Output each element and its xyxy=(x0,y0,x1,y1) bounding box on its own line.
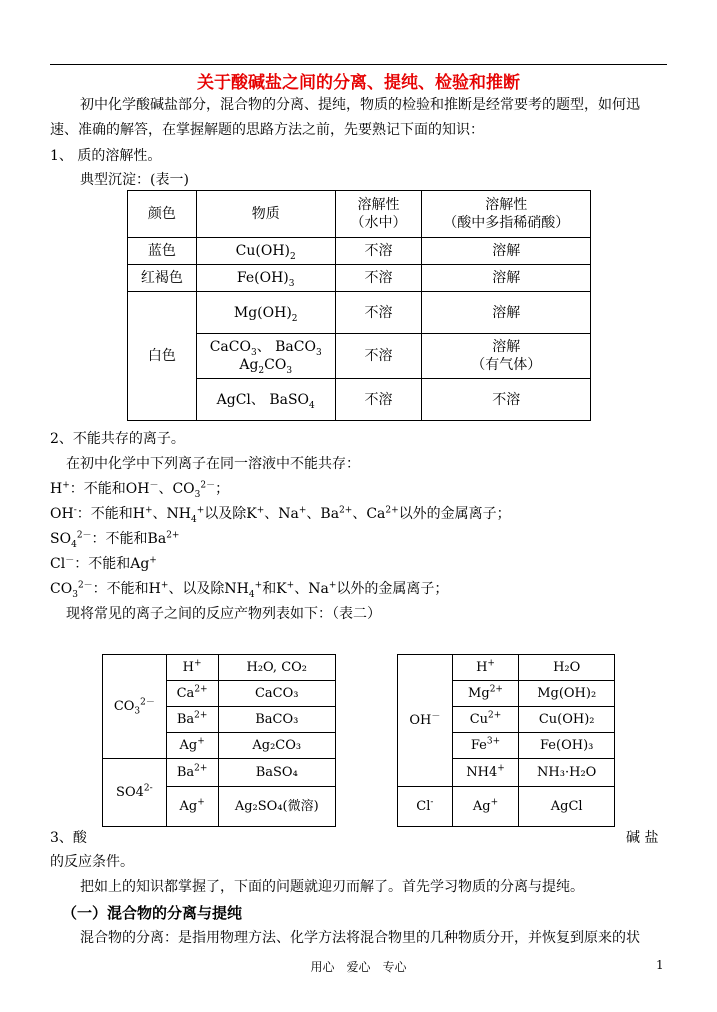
ion-cell: $Ca^{2+}$ xyxy=(166,681,218,707)
cell-water: 不溶 xyxy=(335,334,422,379)
ion-cell: Ag+ xyxy=(166,787,218,827)
last-line: 混合物的分离：是指用物理方法、化学方法将混合物里的几种物质分开，并恢复到原来的状 xyxy=(80,930,640,946)
cell-acid: 溶解 xyxy=(422,292,591,334)
ion-cell: $Ba^{2+}$ xyxy=(166,759,218,787)
product-cell: BaSO₄ xyxy=(218,759,336,787)
product-cell: CaCO₃ xyxy=(218,681,336,707)
section-3-right: 碱 盐 xyxy=(626,830,659,846)
reaction-table-left xyxy=(102,654,336,827)
cell-acid: 不溶 xyxy=(422,379,591,421)
ion-cell: Ag+ xyxy=(166,733,218,759)
section-1-heading: 1、 质的溶解性。 xyxy=(50,148,162,164)
section-heading-mixture: （一）混合物的分离与提纯 xyxy=(62,904,243,922)
product-cell: Ag₂SO₄(微溶) xyxy=(218,787,336,827)
header-color: 颜色 xyxy=(128,191,197,238)
ion-cell: $Ba^{2+}$ xyxy=(166,707,218,733)
group-oh: OH－ xyxy=(398,655,453,787)
intro-line-1: 初中化学酸碱盐部分，混合物的分离、提纯，物质的检验和推断是经常要考的题型，如何迅 xyxy=(80,97,640,113)
intro-line-2: 速、准确的解答，在掌握解题的思路方法之前，先要熟记下面的知识： xyxy=(50,122,484,138)
cell-water: 不溶 xyxy=(335,292,422,334)
cell-water: 不溶 xyxy=(335,265,422,292)
ion-cell: Ag+ xyxy=(452,787,519,827)
table2-caption: 现将常见的离子之间的反应产物列表如下：（表二） xyxy=(66,606,381,622)
section-2-sub: 在初中化学中下列离子在同一溶液中不能共存： xyxy=(66,456,360,472)
section-3-heading: 3、酸 xyxy=(50,830,87,846)
table1-caption: 典型沉淀：(表一) xyxy=(80,172,189,188)
cell-acid: 溶解 xyxy=(422,238,591,265)
header-water: 溶解性 （水中） xyxy=(335,191,422,238)
cell-color: 红褐色 xyxy=(128,265,197,292)
ion-cell: $Cu^{2+}$ xyxy=(452,707,519,733)
cell-color: 白色 xyxy=(128,292,197,421)
page-title: 关于酸碱盐之间的分离、提纯、检验和推断 xyxy=(197,73,520,93)
product-cell: H₂O xyxy=(519,655,615,681)
header-substance: 物质 xyxy=(196,191,335,238)
product-cell: Cu(OH)₂ xyxy=(519,707,615,733)
ion-line-so4: $SO_4^{2-}$：不能和$Ba^{2+}$ xyxy=(50,530,180,550)
cell-substance: $Cu(OH)_2$ xyxy=(196,238,335,265)
ion-cell: H+ xyxy=(166,655,218,681)
group-cl: Cl- xyxy=(398,787,453,827)
cell-acid: 溶解 （有气体） xyxy=(422,334,591,379)
ion-cell: H+ xyxy=(452,655,519,681)
bridge-line: 把如上的知识都掌握了，下面的问题就迎刃而解了。首先学习物质的分离与提纯。 xyxy=(80,879,584,895)
product-cell: Mg(OH)₂ xyxy=(519,681,615,707)
header-acid: 溶解性 （酸中多指稀硝酸） xyxy=(422,191,591,238)
cell-water: 不溶 xyxy=(335,379,422,421)
cell-substance: $Fe(OH)_3$ xyxy=(196,265,335,292)
cell-substance: $Mg(OH)_2$ xyxy=(196,292,335,334)
ion-line-h: H+：不能和OH－、$CO_3^{2-}$； xyxy=(50,480,230,500)
ion-line-oh: OH-：不能和H+、$NH_4^+$以及除K+、Na+、$Ba^{2+}$、$Ca^{2+}$以外的金属离子； xyxy=(50,505,511,525)
section-3-cont: 的反应条件。 xyxy=(50,854,134,870)
ion-line-cl: Cl－：不能和Ag+ xyxy=(50,555,157,572)
ion-line-co3: $CO_3^{2-}$：不能和H+、以及除$NH_4^+$和K+、Na+以外的金属离子； xyxy=(50,580,449,600)
section-2-heading: 2、不能共存的离子。 xyxy=(50,431,185,447)
reaction-table-right xyxy=(397,654,615,827)
product-cell: NH₃·H₂O xyxy=(519,759,615,787)
ion-cell: $Mg^{2+}$ xyxy=(452,681,519,707)
product-cell: BaCO₃ xyxy=(218,707,336,733)
ion-cell: $Fe^{3+}$ xyxy=(452,733,519,759)
cell-acid: 溶解 xyxy=(422,265,591,292)
product-cell: Ag₂CO₃ xyxy=(218,733,336,759)
cell-color: 蓝色 xyxy=(128,238,197,265)
cell-water: 不溶 xyxy=(335,238,422,265)
ion-cell: NH4+ xyxy=(452,759,519,787)
cell-substance: AgCl、 BaSO$_4$ xyxy=(196,379,335,421)
product-cell: AgCl xyxy=(519,787,615,827)
page-footer: 用心 爱心 专心 xyxy=(310,960,407,974)
header-rule xyxy=(50,64,667,65)
page-number: 1 xyxy=(656,958,664,972)
cell-substance: CaCO$_3$、 BaCO$_3$ $Ag_2CO_3$ xyxy=(196,334,335,379)
solubility-table xyxy=(127,190,591,421)
group-so4: $SO4^{2-}$ xyxy=(103,759,167,827)
product-cell: H₂O, CO₂ xyxy=(218,655,336,681)
group-co3: $CO_3^{2-}$ xyxy=(103,655,167,759)
product-cell: Fe(OH)₃ xyxy=(519,733,615,759)
